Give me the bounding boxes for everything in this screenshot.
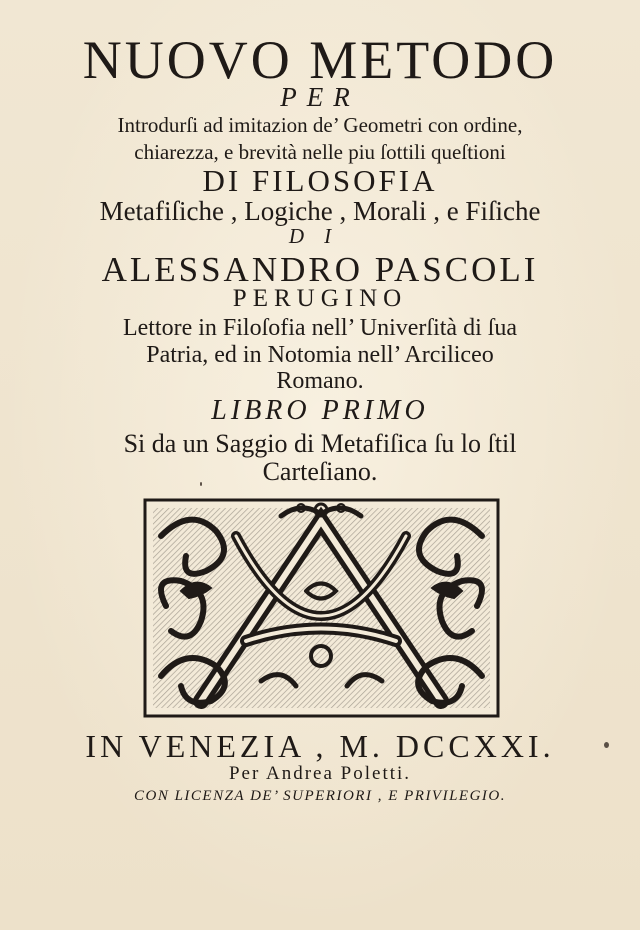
author-name: ALESSANDRO PASCOLI: [101, 250, 539, 289]
title-per: PER: [280, 82, 360, 112]
book-title: NUOVO METODO: [82, 30, 558, 90]
by-line: DI: [288, 224, 352, 248]
ink-speck: [604, 742, 609, 748]
branches-line: Metafiſiche , Logiche , Morali , e Fiſiche: [99, 196, 541, 226]
subtitle-line-1: Introdurſi ad imitazion de’ Geometri con ordine,: [117, 113, 523, 137]
book-description-line-2: Carteſiano.: [262, 457, 378, 486]
book-number: LIBRO PRIMO: [211, 395, 429, 426]
printers-ornament-woodcut: [141, 496, 502, 720]
imprint-license: CON LICENZA DE’ SUPERIORI , E PRIVILEGIO.: [133, 788, 507, 804]
imprint-printer: Per Andrea Poletti.: [228, 763, 412, 784]
author-bio-line-2: Patria, ed in Notomia nell’ Arciliceo: [146, 342, 494, 368]
imprint-place-date: IN VENEZIA , M. DCCXXI.: [85, 728, 555, 764]
author-origin: PERUGINO: [232, 285, 408, 312]
subtitle-line-2: chiarezza, e brevità nelle piu ſottili queſtioni: [134, 140, 506, 164]
author-bio-line-1: Lettore in Filoſofia nell’ Univerſità di ſua: [122, 315, 518, 341]
author-bio-line-3: Romano.: [276, 368, 364, 394]
ink-speck: [200, 482, 202, 486]
subject-line: DI FILOSOFIA: [202, 163, 438, 198]
book-description-line-1: Si da un Saggio di Metafiſica ſu lo ſtil: [123, 429, 517, 458]
